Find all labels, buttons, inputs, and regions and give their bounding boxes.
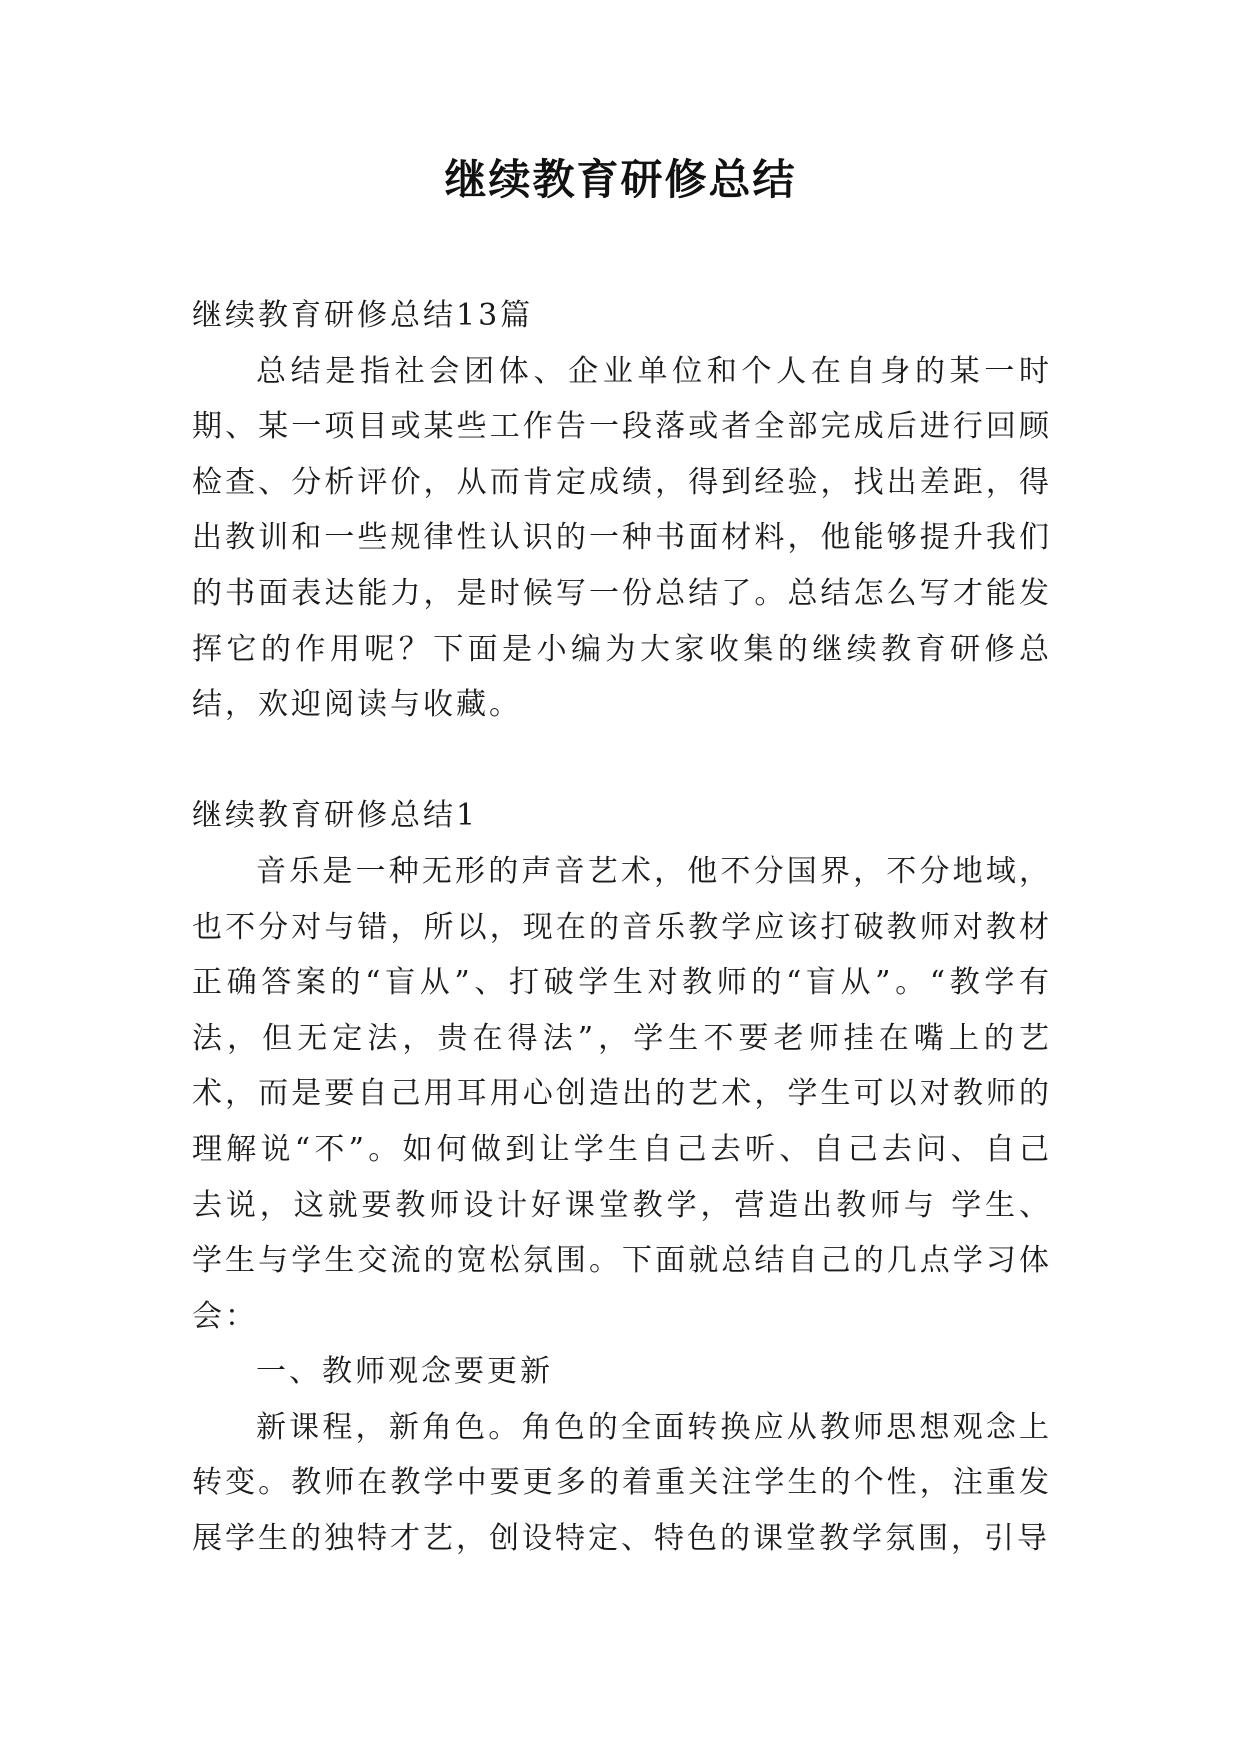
- document-subtitle: 继续教育研修总结13篇: [192, 298, 534, 333]
- section-point-heading: 一、教师观念要更新: [256, 1354, 553, 1390]
- section-paragraph: 音乐是一种无形的声音艺术，他不分国界，不分地域，也不分对与错，所以，现在的音乐教学应该打破教师对教材正确答案的“盲从”、打破学生对教师的“盲从”。“教学有法，但无定法，贵在得法”，学生不要老师挂在嘴上的艺术，而是要自己用耳用心创造出的艺术，学生可以对教师的理解说“不”。如何做到让学生自己去听、自己去问、自己去说，这就要教师设计好课堂教学，营造出教师与 学生、学生与学生交流的宽松氛围。下面就总结自己的几点学习体会：: [192, 853, 1052, 1334]
- paragraph-spacer: [192, 733, 1052, 789]
- page-title: 继续教育研修总结: [444, 155, 797, 204]
- document-body: [192, 288, 1052, 1567]
- section-heading: 继续教育研修总结1: [192, 798, 479, 834]
- intro-paragraph: 总结是指社会团体、企业单位和个人在自身的某一时期、某一项目或某些工作告一段落或者全部完成后进行回顾检查、分析评价，从而肯定成绩，得到经验，找出差距，得出教训和一些规律性认识的一种书面材料，他能够提升我们的书面表达能力，是时候写一份总结了。总结怎么写才能发挥它的作用呢？下面是小编为大家收集的继续教育研修总结，欢迎阅读与收藏。: [192, 353, 1052, 723]
- section-paragraph: 新课程，新角色。角色的全面转换应从教师思想观念上转变。教师在教学中要更多的着重关注学生的个性，注重发展学生的独特才艺，创设特定、特色的课堂教学氛围，引导: [192, 1409, 1052, 1557]
